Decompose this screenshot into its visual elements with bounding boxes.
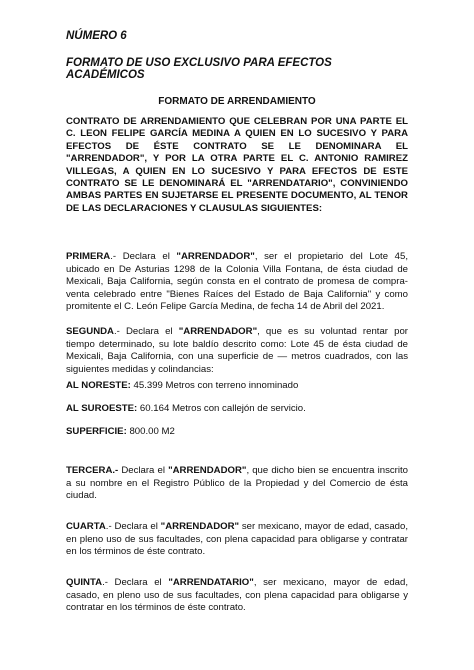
party-name: "ARRENDADOR" (178, 326, 258, 337)
party-name: "ARRENDATARIO" (168, 577, 254, 588)
party-name: "ARRENDADOR" (168, 465, 247, 476)
measure-label: SUPERFICIE: (66, 426, 127, 437)
clause-label: TERCERA.- (66, 465, 119, 476)
document-title: FORMATO DE ARRENDAMIENTO (158, 96, 316, 107)
clause-label: CUARTA (66, 521, 106, 532)
contract-preamble: CONTRATO DE ARRENDAMIENTO QUE CELEBRAN POR UNA PARTE EL C. LEON FELIPE GARCÍA MEDINA A QUIEN EN LO SUCESIVO Y PARA EFECTOS DE ÉSTE CONTRATO SE LE DENOMINARA EL "ARRENDADOR", Y POR LA OTRA PARTE EL C. ANTONIO RAMIREZ VILLEGAS, A QUIEN EN LO SUCESIVO Y PARA EFECTOS DE ESTE CONTRATO SE LE DENOMINARÁ EL "ARRENDATARIO", CONVINIENDO AMBAS PARTES EN SUJETARSE EL PRESENTE DOCUMENTO, AL TENOR DE LAS DECLARACIONES Y CLAUSULAS SIGUIENTES: (66, 116, 408, 214)
document-number: NÚMERO 6 (66, 30, 127, 42)
clause-label: QUINTA (66, 577, 103, 588)
clause-tercera (66, 465, 408, 503)
clause-intro: .- Declara el (102, 577, 169, 588)
clause-intro: .- Declara el (105, 521, 161, 532)
clause-text: , que es su voluntad rentar por tiempo determinado, su lote baldío descrito como: Lote 45 de ésta ciudad de Mexicali, Baja California, con una superficie de — metros cuadrados, con las siguientes medidas y colindancias: (66, 326, 408, 375)
document-subtitle: FORMATO DE USO EXCLUSIVO PARA EFECTOS ACADÉMICOS (66, 57, 332, 81)
measure-value: 60.164 Metros con callejón de servicio. (137, 403, 306, 414)
clause-intro: .- Declara el (110, 251, 177, 262)
clause-quinta (66, 577, 408, 615)
clause-intro: .- Declara el (113, 326, 179, 337)
measure-superficie (66, 426, 408, 439)
party-name: "ARRENDADOR" (176, 251, 255, 262)
measure-label: AL NORESTE: (66, 380, 131, 391)
measure-suroeste (66, 403, 408, 416)
clause-cuarta (66, 521, 408, 559)
clause-text: , que dicho bien se encuentra inscrito a su nombre en el Registro Público de la Propiedad y del Comercio de ésta ciudad. (66, 465, 408, 502)
clause-primera (66, 251, 408, 314)
clause-text: , ser el propietario del Lote 45, ubicado en De Asturias 1298 de la Colonia Villa Fontana, de ésta ciudad de Mexicali, Baja California, según consta en el contrato de promesa de compra-venta celebrado entre "Bienes Raíces del Estado de Baja California" y como promitente el C. León Felipe García Medina, de fecha 14 de Abril del 2021. (66, 251, 408, 313)
clause-intro: Declara el (118, 465, 169, 476)
clause-text: ser mexicano, mayor de edad, casado, en pleno uso de sus facultades, con plena capacidad para obligarse y contratar en los términos de éste contrato. (66, 521, 409, 558)
clause-segunda (66, 326, 408, 376)
party-name: "ARRENDADOR" (160, 521, 240, 532)
clause-text: , ser mexicano, mayor de edad, casado, en pleno uso de sus facultades, con plena capacidad para obligarse y contratar en los términos de éste contrato. (66, 577, 408, 614)
measure-label: AL SUROESTE: (66, 403, 138, 414)
clause-label: PRIMERA (66, 251, 111, 262)
measure-noreste (66, 380, 408, 393)
measure-value: 800.00 M2 (126, 426, 175, 437)
measure-value: 45.399 Metros con terreno innominado (130, 380, 299, 391)
clause-label: SEGUNDA (66, 326, 114, 337)
